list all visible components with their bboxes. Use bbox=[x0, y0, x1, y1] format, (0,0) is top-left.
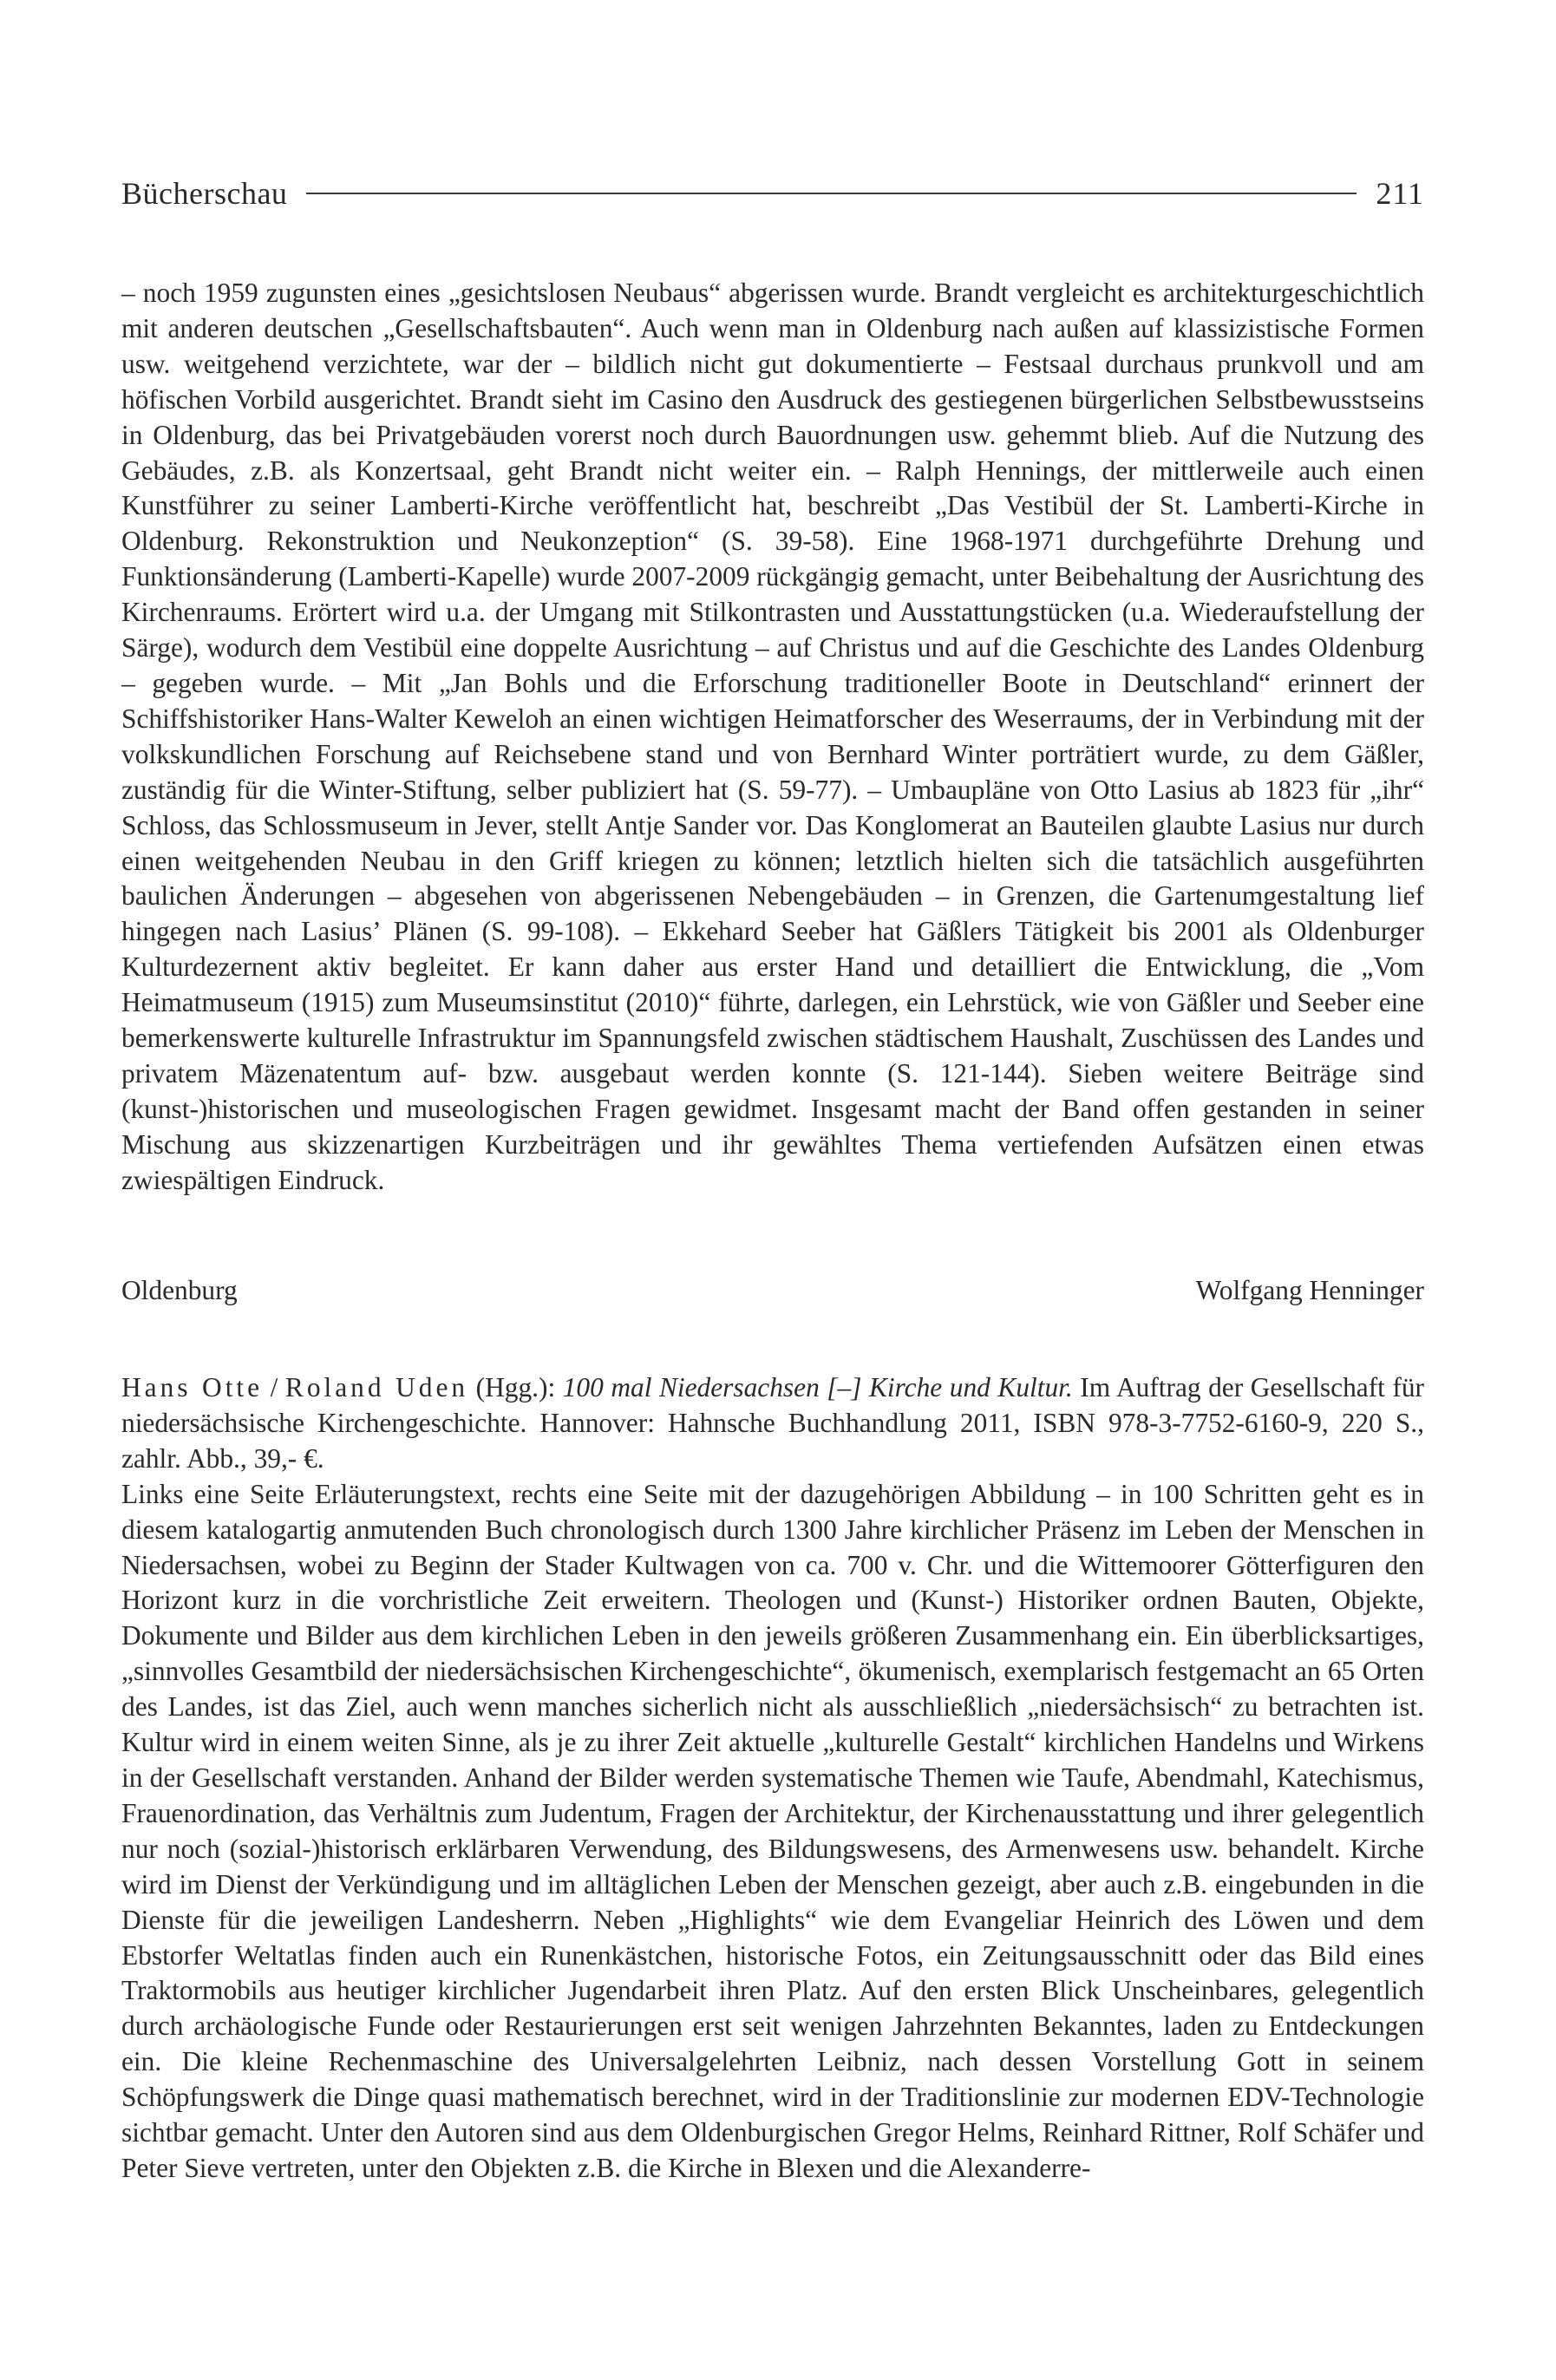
author-separator: / bbox=[263, 1372, 285, 1402]
review-continuation bbox=[121, 276, 1424, 1199]
header-rule bbox=[306, 193, 1357, 194]
review-signoff bbox=[121, 1273, 1424, 1308]
review-continuation-paragraph: – noch 1959 zugunsten eines „gesichtslosen Neubaus“ abgerissen wurde. Brandt vergleicht es architekturgeschichtlich mit anderen deutschen „Gesellschaftsbauten“. Auch wenn man in Oldenburg nach außen auf klassizistische Formen usw. weitgehend verzichtete, war der – bildlich nicht gut dokumentierte – Festsaal durchaus prunkvoll und am höfischen Vorbild ausgerichtet. Brandt sieht im Casino den Ausdruck des gestiegenen bürgerlichen Selbstbewusstseins in Oldenburg, das bei Privatgebäuden vorerst noch durch Bauordnungen usw. gehemmt blieb. Auf die Nutzung des Gebäudes, z.B. als Konzertsaal, geht Brandt nicht weiter ein. – Ralph Hennings, der mittlerweile auch einen Kunstführer zu seiner Lamberti-Kirche veröffentlicht hat, beschreibt „Das Vestibül der St. Lamberti-Kirche in Oldenburg. Rekonstruktion und Neukonzeption“ (S. 39-58). Eine 1968-1971 durchgeführte Drehung und Funktionsänderung (Lamberti-Kapelle) wurde 2007-2009 rückgängig gemacht, unter Beibehaltung der Ausrichtung des Kirchenraums. Erörtert wird u.a. der Umgang mit Stilkontrasten und Ausstattungstücken (u.a. Wiederaufstellung der Särge), wodurch dem Vestibül eine doppelte Ausrichtung – auf Christus und auf die Geschichte des Landes Oldenburg – gegeben wurde. – Mit „Jan Bohls und die Erforschung traditioneller Boote in Deutschland“ erinnert der Schiffshistoriker Hans-Walter Keweloh an einen wichtigen Heimatforscher des Weserraums, der in Verbindung mit der volkskundlichen Forschung auf Reichsebene stand und von Bernhard Winter porträtiert wurde, zu dem Gäßler, zuständig für die Winter-Stiftung, selber publiziert hat (S. 59-77). – Umbaupläne von Otto Lasius ab 1823 für „ihr“ Schloss, das Schlossmuseum in Jever, stellt Antje Sander vor. Das Konglomerat an Bauteilen glaubte Lasius nur durch einen weitgehenden Neubau in den Griff kriegen zu können; letztlich hielten sich die tatsächlich ausgeführten baulichen Änderungen – abgesehen von abgerissenen Nebengebäuden – in Grenzen, die Gartenumgestaltung lief hingegen nach Lasius’ Plänen (S. 99-108). – Ekkehard Seeber hat Gäßlers Tätigkeit bis 2001 als Oldenburger Kulturdezernent aktiv begleitet. Er kann daher aus erster Hand und detailliert die Entwicklung, die „Vom Heimatmuseum (1915) zum Museumsinstitut (2010)“ führte, darlegen, ein Lehrstück, wie von Gäßler und Seeber eine bemerkenswerte kulturelle Infrastruktur im Spannungsfeld zwischen städtischem Haushalt, Zuschüssen des Landes und privatem Mäzenatentum auf- bzw. ausgebaut werden konnte (S. 121-144). Sieben weitere Beiträge sind (kunst-)historischen und museologischen Fragen gewidmet. Insgesamt macht der Band offen gestanden in seiner Mischung aus skizzenartigen Kurzbeiträgen und ihr gewähltes Thema vertiefenden Aufsätzen einen etwas zwiespältigen Eindruck. bbox=[121, 278, 1424, 1195]
new-review bbox=[121, 1370, 1424, 2187]
book-title: 100 mal Niedersachsen [–] Kirche und Kultur. bbox=[562, 1372, 1073, 1402]
page-number: 211 bbox=[1376, 176, 1424, 211]
author-otte: Hans Otte bbox=[121, 1372, 264, 1402]
running-header bbox=[121, 172, 1424, 215]
signoff-place: Oldenburg bbox=[121, 1275, 238, 1305]
bibliographic-entry bbox=[121, 1370, 1424, 1477]
review-paragraph: Links eine Seite Erläuterungstext, rechts eine Seite mit der dazugehörigen Abbildung – in 100 Schritten geht es in diesem katalogartig anmutenden Buch chronologisch durch 1300 Jahre kirchlicher Präsenz im Leben der Menschen in Niedersachsen, wobei zu Beginn der Stader Kultwagen von ca. 700 v. Chr. und die Wittemoorer Götterfiguren den Horizont kurz in die vorchristliche Zeit erweitern. Theologen und (Kunst-) Historiker ordnen Bauten, Objekte, Dokumente und Bilder aus dem kirchlichen Leben in den jeweils größeren Zusammenhang ein. Ein überblicksartiges, „sinnvolles Gesamtbild der niedersächsischen Kirchengeschichte“, ökumenisch, exemplarisch festgemacht an 65 Orten des Landes, ist das Ziel, auch wenn manches sicherlich nicht als ausschließlich „niedersächsisch“ zu betrachten ist. Kultur wird in einem weiten Sinne, als je zu ihrer Zeit aktuelle „kulturelle Gestalt“ kirchlichen Handelns und Wirkens in der Gesellschaft verstanden. Anhand der Bilder werden systematische Themen wie Taufe, Abendmahl, Katechismus, Frauenordination, das Verhältnis zum Judentum, Fragen der Architektur, der Kirchenausstattung und ihrer gelegentlich nur noch (sozial-)historisch erklärbaren Verwendung, des Bildungswesens, des Armenwesens usw. behandelt. Kirche wird im Dienst der Verkündigung und im alltäglichen Leben der Menschen gezeigt, aber auch z.B. eingebunden in die Dienste für die jeweiligen Landesherrn. Neben „Highlights“ wie dem Evangeliar Heinrich des Löwen und dem Ebstorfer Weltatlas finden auch ein Runenkästchen, historische Fotos, ein Zeitungsausschnitt oder das Bild eines Traktormobils aus heutiger kirchlicher Jugendarbeit ihren Platz. Auf den ersten Blick Unscheinbares, gelegentlich durch archäologische Funde oder Restaurierungen erst seit wenigen Jahrzehnten Bekanntes, laden zu Entdeckungen ein. Die kleine Rechenmaschine des Universalgelehrten Leibniz, nach dessen Vorstellung Gott in seinem Schöpfungswerk die Dinge quasi mathematisch berechnet, wird in der Traditionslinie zur modernen EDV-Technologie sichtbar gemacht. Unter den Autoren sind aus dem Oldenburgischen Gregor Helms, Reinhard Rittner, Rolf Schäfer und Peter Sieve vertreten, unter den Objekten z.B. die Kirche in Blexen und die Alexanderre- bbox=[121, 1478, 1424, 2183]
signoff-reviewer: Wolfgang Henninger bbox=[1195, 1275, 1424, 1305]
bibliographic-details: Im Auftrag der Gesellschaft für niedersächsische Kirchengeschichte. Hannover: Hahnsche Buchhandlung 2011, ISBN 978-3-7752-6160-9, 220 S., zahlr. Abb., 39,- €. bbox=[121, 1372, 1425, 1474]
author-uden: Roland Uden bbox=[284, 1372, 469, 1402]
editor-note: (Hgg.): bbox=[468, 1372, 563, 1402]
running-title: Bücherschau bbox=[121, 176, 288, 211]
